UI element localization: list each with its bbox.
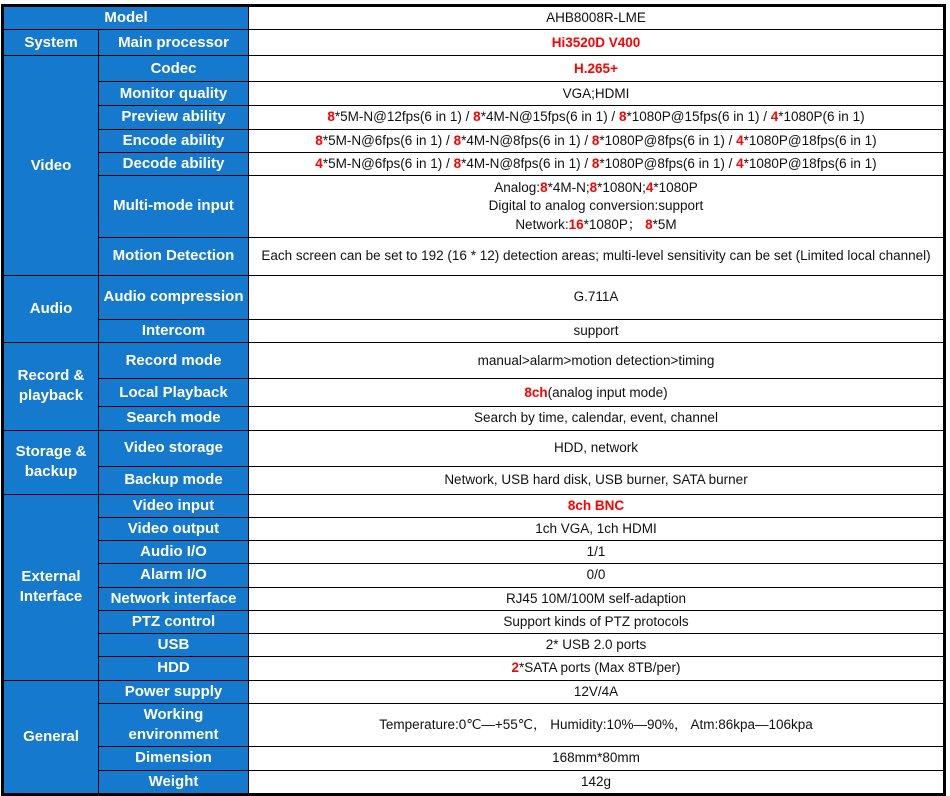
row-search-mode bbox=[3, 407, 945, 430]
encode-ability-value-line bbox=[255, 132, 937, 150]
multi-mode-input-value-line bbox=[255, 216, 937, 234]
row-video-storage bbox=[3, 430, 945, 466]
row-usb bbox=[3, 634, 945, 657]
category-record-playback: Record & playback bbox=[3, 343, 99, 430]
preview-ability-value-segment: *1080P(6 in 1) bbox=[778, 109, 865, 125]
preview-ability-value-segment: 8 bbox=[327, 109, 335, 125]
ptz-control-label: PTZ control bbox=[99, 610, 249, 633]
audio-io-label: Audio I/O bbox=[99, 541, 249, 564]
encode-ability-value-segment: 8 bbox=[453, 132, 462, 148]
preview-ability-value bbox=[249, 106, 945, 129]
encode-ability-value-segment: 8 bbox=[591, 132, 600, 148]
multi-mode-input-value-segment: Analog: bbox=[494, 180, 541, 196]
preview-ability-value-segment: 8 bbox=[618, 109, 627, 125]
local-playback-value-line bbox=[255, 384, 937, 402]
video-output-value bbox=[249, 517, 945, 540]
alarm-io-label: Alarm I/O bbox=[99, 564, 249, 587]
multi-mode-input-value-segment: 8 bbox=[645, 216, 653, 232]
working-environment-value-line bbox=[255, 716, 937, 734]
audio-compression-value-segment: G.711A bbox=[573, 289, 619, 305]
dimension-value-segment: 168mm*80mm bbox=[552, 750, 640, 766]
multi-mode-input-value-segment: *1080N; bbox=[597, 180, 646, 196]
encode-ability-value-segment: 8 bbox=[315, 132, 323, 148]
encode-ability-value-segment: *4M-N@8fps(6 in 1) / bbox=[461, 132, 592, 148]
multi-mode-input-value-line bbox=[255, 179, 937, 197]
motion-detection-label: Motion Detection bbox=[99, 238, 249, 276]
row-alarm-io bbox=[3, 564, 945, 587]
decode-ability-value-segment: *1080P@18fps(6 in 1) bbox=[743, 155, 877, 171]
audio-compression-value-line bbox=[255, 288, 937, 306]
codec-value-line bbox=[255, 60, 937, 78]
video-input-value-segment: 8ch BNC bbox=[567, 497, 625, 513]
decode-ability-label: Decode ability bbox=[99, 152, 249, 175]
row-motion-detection bbox=[3, 238, 945, 276]
multi-mode-input-value-segment: Digital to analog conversion:support bbox=[488, 198, 704, 214]
network-interface-value-segment: RJ45 10M/100M self-adaption bbox=[505, 590, 687, 606]
multi-mode-input-value-segment: Network: bbox=[515, 216, 569, 232]
multi-mode-input-value-segment: 4 bbox=[645, 180, 654, 196]
row-main-processor bbox=[3, 30, 945, 56]
preview-ability-value-line bbox=[255, 108, 937, 126]
local-playback-label: Local Playback bbox=[99, 379, 249, 407]
encode-ability-value-segment: 4 bbox=[736, 132, 744, 148]
audio-compression-value bbox=[249, 276, 945, 320]
row-hdd bbox=[3, 657, 945, 680]
weight-value-line bbox=[255, 773, 937, 791]
ptz-control-value-line bbox=[255, 613, 937, 631]
motion-detection-value-segment: Each screen can be set to 192 (16 * 12) detection areas; multi-level sensitivity can be set (Limited local channel) bbox=[261, 248, 931, 264]
alarm-io-value bbox=[249, 564, 945, 587]
backup-mode-value-segment: Network, USB hard disk, USB burner, SATA burner bbox=[444, 471, 748, 487]
preview-ability-value-segment: *1080P@15fps(6 in 1) / bbox=[626, 109, 771, 125]
video-output-value-segment: 1ch VGA, 1ch HDMI bbox=[535, 520, 657, 536]
row-network-interface bbox=[3, 587, 945, 610]
decode-ability-value-segment: *5M-N@6fps(6 in 1) / bbox=[322, 155, 454, 171]
row-backup-mode bbox=[3, 466, 945, 494]
preview-ability-value-segment: 8 bbox=[473, 109, 481, 125]
hdd-value-segment: 2 bbox=[511, 660, 519, 676]
multi-mode-input-label: Multi-mode input bbox=[99, 176, 249, 238]
video-input-label: Video input bbox=[99, 494, 249, 517]
intercom-value bbox=[249, 320, 945, 343]
local-playback-value-segment: 8ch bbox=[524, 384, 548, 400]
row-decode-ability bbox=[3, 152, 945, 175]
power-supply-label: Power supply bbox=[99, 680, 249, 703]
network-interface-value bbox=[249, 587, 945, 610]
row-audio-compression bbox=[3, 276, 945, 320]
video-storage-label: Video storage bbox=[99, 430, 249, 466]
motion-detection-value-line bbox=[255, 247, 937, 265]
decode-ability-value-segment: *1080P@8fps(6 in 1) / bbox=[599, 155, 737, 171]
multi-mode-input-value-segment: *1080P； bbox=[583, 216, 646, 232]
usb-value-segment: 2* USB 2.0 ports bbox=[545, 637, 647, 653]
hdd-value-segment: *SATA ports (Max 8TB/per) bbox=[518, 660, 681, 676]
motion-detection-value bbox=[249, 238, 945, 276]
model-value bbox=[249, 6, 945, 30]
row-ptz-control bbox=[3, 610, 945, 633]
row-monitor-quality bbox=[3, 82, 945, 106]
category-audio: Audio bbox=[3, 276, 99, 343]
spec-table bbox=[1, 4, 946, 796]
intercom-value-segment: support bbox=[573, 323, 619, 339]
usb-value bbox=[249, 634, 945, 657]
weight-value bbox=[249, 770, 945, 794]
search-mode-value-segment: Search by time, calendar, event, channel bbox=[474, 410, 718, 426]
ptz-control-value-segment: Support kinds of PTZ protocols bbox=[503, 613, 689, 629]
row-local-playback bbox=[3, 379, 945, 407]
decode-ability-value-segment: 4 bbox=[736, 155, 744, 171]
backup-mode-label: Backup mode bbox=[99, 466, 249, 494]
alarm-io-value-line bbox=[255, 566, 937, 584]
row-power-supply bbox=[3, 680, 945, 703]
model-value-segment: AHB8008R-LME bbox=[546, 10, 646, 26]
row-encode-ability bbox=[3, 129, 945, 152]
power-supply-value-line bbox=[255, 683, 937, 701]
multi-mode-input-value-segment: *1080P bbox=[653, 180, 698, 196]
video-storage-value-line bbox=[255, 439, 937, 457]
monitor-quality-value bbox=[249, 82, 945, 106]
dimension-value-line bbox=[255, 749, 937, 767]
network-interface-label: Network interface bbox=[99, 587, 249, 610]
video-storage-value bbox=[249, 430, 945, 466]
record-mode-value-line bbox=[255, 352, 937, 370]
codec-label: Codec bbox=[99, 56, 249, 82]
hdd-value bbox=[249, 657, 945, 680]
category-video: Video bbox=[3, 56, 99, 276]
preview-ability-value-segment: 4 bbox=[770, 109, 779, 125]
encode-ability-value-segment: *1080P@18fps(6 in 1) bbox=[743, 132, 877, 148]
ptz-control-value bbox=[249, 610, 945, 633]
multi-mode-input-value bbox=[249, 176, 945, 238]
encode-ability-value-segment: *5M-N@6fps(6 in 1) / bbox=[322, 132, 454, 148]
search-mode-label: Search mode bbox=[99, 407, 249, 430]
monitor-quality-value-segment: VGA;HDMI bbox=[562, 85, 630, 101]
working-environment-label: Working environment bbox=[99, 703, 249, 747]
multi-mode-input-value-segment: *4M-N; bbox=[547, 180, 590, 196]
record-mode-value bbox=[249, 343, 945, 379]
category-storage-backup: Storage & backup bbox=[3, 430, 99, 494]
dimension-value bbox=[249, 747, 945, 770]
row-working-environment bbox=[3, 703, 945, 747]
audio-io-value-line bbox=[255, 543, 937, 561]
video-output-label: Video output bbox=[99, 517, 249, 540]
record-mode-value-segment: manual>alarm>motion detection>timing bbox=[477, 352, 715, 368]
usb-label: USB bbox=[99, 634, 249, 657]
row-intercom bbox=[3, 320, 945, 343]
decode-ability-value-segment: 8 bbox=[453, 155, 462, 171]
search-mode-value bbox=[249, 407, 945, 430]
working-environment-value-segment: Temperature:0℃—+55℃， Humidity:10%—90%， Atm:86kpa—106kpa bbox=[379, 716, 813, 732]
multi-mode-input-value-segment: 8 bbox=[589, 180, 598, 196]
category-external-interface: External Interface bbox=[3, 494, 99, 680]
intercom-value-line bbox=[255, 322, 937, 340]
model-value-line bbox=[255, 9, 937, 27]
row-weight bbox=[3, 770, 945, 794]
video-input-value-line bbox=[255, 497, 937, 515]
dimension-label: Dimension bbox=[99, 747, 249, 770]
multi-mode-input-value-segment: 8 bbox=[540, 180, 548, 196]
codec-value bbox=[249, 56, 945, 82]
local-playback-value-segment: (analog input mode) bbox=[547, 384, 668, 400]
video-output-value-line bbox=[255, 520, 937, 538]
multi-mode-input-value-segment: 16 bbox=[568, 216, 584, 232]
preview-ability-label: Preview ability bbox=[99, 106, 249, 129]
codec-value-segment: H.265+ bbox=[574, 60, 618, 76]
decode-ability-value-line bbox=[255, 155, 937, 173]
audio-compression-label: Audio compression bbox=[99, 276, 249, 320]
main-processor-label: Main processor bbox=[99, 30, 249, 56]
local-playback-value bbox=[249, 379, 945, 407]
spec-table-body bbox=[3, 6, 945, 795]
usb-value-line bbox=[255, 636, 937, 654]
category-general: General bbox=[3, 680, 99, 794]
main-processor-value-line bbox=[255, 34, 937, 52]
power-supply-value bbox=[249, 680, 945, 703]
monitor-quality-label: Monitor quality bbox=[99, 82, 249, 106]
encode-ability-value bbox=[249, 129, 945, 152]
decode-ability-value-segment: 8 bbox=[591, 155, 600, 171]
multi-mode-input-value-segment: *5M bbox=[652, 216, 677, 232]
record-mode-label: Record mode bbox=[99, 343, 249, 379]
preview-ability-value-segment: *4M-N@15fps(6 in 1) / bbox=[480, 109, 619, 125]
weight-value-segment: 142g bbox=[580, 773, 612, 789]
category-system: System bbox=[3, 30, 99, 56]
encode-ability-value-segment: *1080P@8fps(6 in 1) / bbox=[599, 132, 737, 148]
preview-ability-value-segment: *5M-N@12fps(6 in 1) / bbox=[334, 109, 474, 125]
working-environment-value bbox=[249, 703, 945, 747]
audio-io-value-segment: 1/1 bbox=[586, 544, 606, 560]
row-preview-ability bbox=[3, 106, 945, 129]
hdd-value-line bbox=[255, 659, 937, 677]
row-audio-io bbox=[3, 541, 945, 564]
multi-mode-input-value-line bbox=[255, 197, 937, 215]
audio-io-value bbox=[249, 541, 945, 564]
row-video-input bbox=[3, 494, 945, 517]
backup-mode-value bbox=[249, 466, 945, 494]
weight-label: Weight bbox=[99, 770, 249, 794]
alarm-io-value-segment: 0/0 bbox=[586, 567, 606, 583]
main-processor-value bbox=[249, 30, 945, 56]
decode-ability-value-segment: *4M-N@8fps(6 in 1) / bbox=[461, 155, 592, 171]
row-dimension bbox=[3, 747, 945, 770]
decode-ability-value-segment: 4 bbox=[315, 155, 323, 171]
encode-ability-label: Encode ability bbox=[99, 129, 249, 152]
power-supply-value-segment: 12V/4A bbox=[573, 683, 619, 699]
video-storage-value-segment: HDD, network bbox=[553, 439, 639, 455]
search-mode-value-line bbox=[255, 409, 937, 427]
row-multi-mode-input bbox=[3, 176, 945, 238]
main-processor-value-segment: Hi3520D V400 bbox=[551, 34, 641, 50]
row-codec bbox=[3, 56, 945, 82]
hdd-label: HDD bbox=[99, 657, 249, 680]
row-record-mode bbox=[3, 343, 945, 379]
model-label: Model bbox=[3, 6, 249, 30]
row-model bbox=[3, 6, 945, 30]
monitor-quality-value-line bbox=[255, 85, 937, 103]
intercom-label: Intercom bbox=[99, 320, 249, 343]
decode-ability-value bbox=[249, 152, 945, 175]
network-interface-value-line bbox=[255, 590, 937, 608]
video-input-value bbox=[249, 494, 945, 517]
backup-mode-value-line bbox=[255, 471, 937, 489]
row-video-output bbox=[3, 517, 945, 540]
